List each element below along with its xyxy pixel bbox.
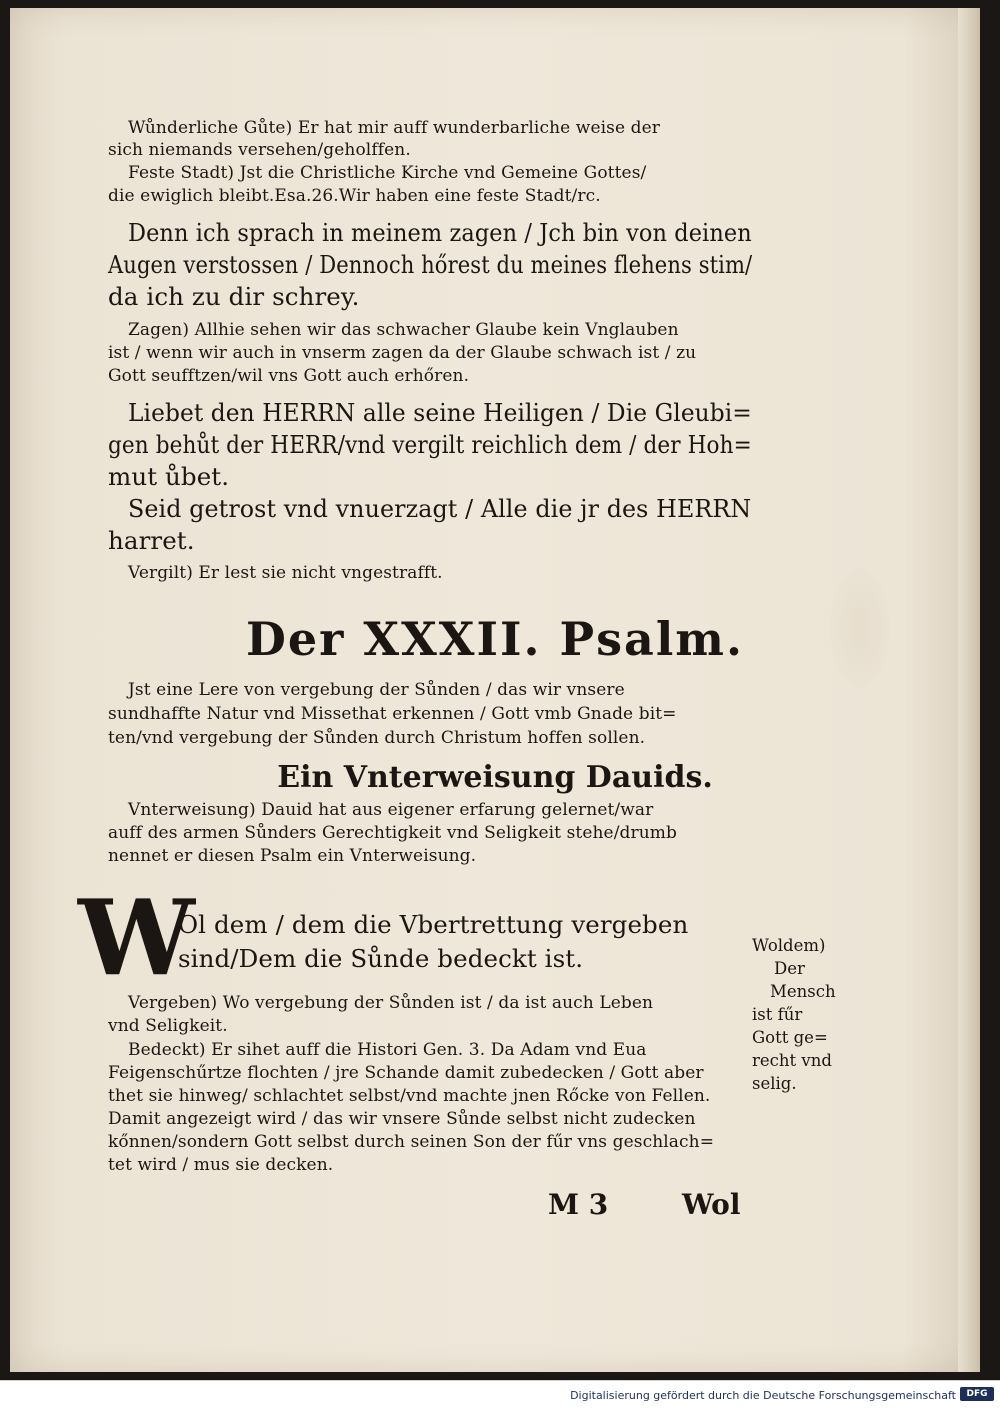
verse-line: Augen verstossen / Dennoch hőrest du meines flehens stim/ (108, 250, 753, 279)
commentary-line: Vergeben) Wo vergebung der Sůnden ist / da ist auch Leben (128, 993, 654, 1013)
verse-line: Liebet den HERRN alle seine Heiligen / Die Gleubi= (128, 398, 752, 427)
margin-note-line: Gott ge= (752, 1028, 828, 1047)
commentary-line: Vergilt) Er lest sie nicht vngestrafft. (128, 563, 443, 583)
book-page (10, 8, 980, 1372)
verse-line: gen behůt der HERR/vnd vergilt reichlich dem / der Hoh= (108, 430, 752, 459)
commentary-line: tet wird / mus sie decken. (108, 1155, 334, 1175)
commentary-line: Damit angezeigt wird / das wir vnsere Sůnde selbst nicht zudecken (108, 1109, 696, 1129)
commentary-line: Vnterweisung) Dauid hat aus eigener erfarung gelernet/war (128, 800, 654, 820)
page-edge (958, 8, 980, 1372)
verse-line: Ol dem / dem die Vbertrettung vergeben (178, 910, 689, 939)
commentary-line: thet sie hinweg/ schlachtet selbst/vnd machte jnen Rőcke von Fellen. (108, 1086, 711, 1106)
margin-note-line: recht vnd (752, 1051, 832, 1070)
commentary-line: auff des armen Sůnders Gerechtigkeit vnd Seligkeit stehe/drumb (108, 823, 678, 843)
verse-line: sind/Dem die Sůnde bedeckt ist. (178, 944, 584, 973)
verse-line: harret. (108, 526, 195, 555)
decorated-initial: W (78, 876, 195, 999)
margin-note-line: Woldem) (752, 936, 826, 955)
commentary-line: ist / wenn wir auch in vnserm zagen da der Glaube schwach ist / zu (108, 343, 697, 363)
psalm-subtitle: Ein Vnterweisung Dauids. (277, 760, 713, 795)
commentary-line: sundhaffte Natur vnd Missethat erkennen / Gott vmb Gnade bit= (108, 704, 677, 724)
commentary-line: Feigenschűrtze flochten / jre Schande damit zubedecken / Gott aber (108, 1063, 704, 1083)
funding-credit[interactable]: Digitalisierung gefördert durch die Deutsche Forschungsgemeinschaft (570, 1389, 956, 1402)
commentary-line: ten/vnd vergebung der Sůnden durch Christum hoffen sollen. (108, 728, 646, 748)
margin-note-line: ist fűr (752, 1005, 803, 1024)
commentary-line: nennet er diesen Psalm ein Vnterweisung. (108, 846, 477, 866)
commentary-line: die ewiglich bleibt.Esa.26.Wir haben eine feste Stadt/rc. (108, 186, 601, 206)
margin-note-line: Der (774, 959, 805, 978)
commentary-line: Jst eine Lere von vergebung der Sůnden / das wir vnsere (128, 680, 625, 700)
commentary-line: sich niemands versehen/geholffen. (108, 140, 411, 160)
verse-line: Seid getrost vnd vnuerzagt / Alle die jr des HERRN (128, 494, 752, 523)
verse-line: Denn ich sprach in meinem zagen / Jch bin von deinen (128, 218, 752, 247)
verse-line: mut ůbet. (108, 462, 230, 491)
commentary-line: Zagen) Allhie sehen wir das schwacher Glaube kein Vnglauben (128, 320, 679, 340)
signature-mark: M 3 (548, 1188, 609, 1221)
commentary-line: Bedeckt) Er sihet auff die Histori Gen. 3. Da Adam vnd Eua (128, 1040, 647, 1060)
commentary-line: Gott seufftzen/wil vns Gott auch erhőren. (108, 366, 470, 386)
commentary-line: Wůnderliche Gůte) Er hat mir auff wunderbarliche weise der (128, 118, 661, 138)
catchword: Wol (682, 1188, 741, 1221)
margin-note (752, 934, 862, 1095)
margin-note-line: Mensch (770, 982, 836, 1001)
commentary-line: kőnnen/sondern Gott selbst durch seinen Son der fűr vns geschlach= (108, 1132, 715, 1152)
commentary-line: Feste Stadt) Jst die Christliche Kirche vnd Gemeine Gottes/ (128, 163, 647, 183)
psalm-title: Der XXXII. Psalm. (246, 612, 744, 666)
verse-line: da ich zu dir schrey. (108, 282, 360, 311)
margin-note-line: selig. (752, 1074, 797, 1093)
dfg-logo[interactable]: DFG (960, 1387, 994, 1401)
commentary-line: vnd Seligkeit. (108, 1016, 228, 1036)
